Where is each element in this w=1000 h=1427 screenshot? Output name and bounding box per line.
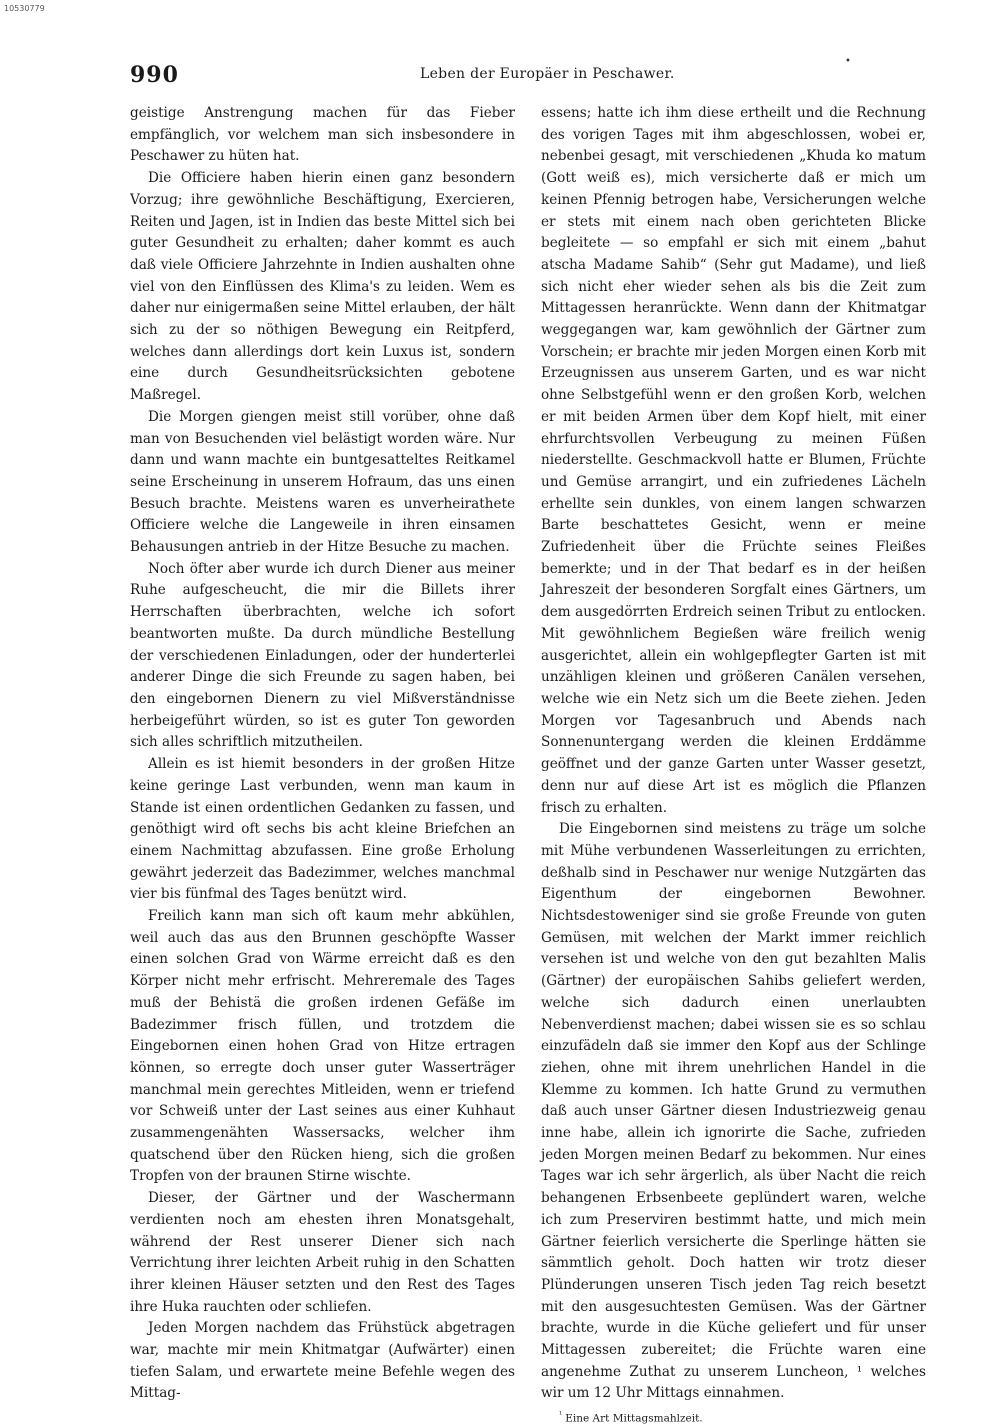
paragraph: geistige Anstrengung machen für das Fieber empfänglich, vor welchem man sich insbesondere in Peschawer zu hüten hat. <box>130 105 515 165</box>
scan-id: 10530779 <box>4 4 45 13</box>
footnote-text: Eine Art Mittagsmahlzeit. <box>565 1412 703 1425</box>
paragraph: Die Morgen giengen meist still vorüber, ohne daß man von Besuchenden viel belästigt worden wäre. Nur dann und wann machte ein buntgesatteltes Reitkamel seine Erscheinung in unserem Hofraum, das uns einen Besuch brachte. Meistens waren es unverheirathete Officiere welche die Langeweile in ihren einsamen Behausungen antrieb in der Hitze Besuche zu machen. <box>130 408 515 556</box>
left-column <box>130 103 515 1405</box>
paragraph: Noch öfter aber wurde ich durch Diener aus meiner Ruhe aufgescheucht, die mir die Billets ihrer Herrschaften überbrachten, welche ich sofort beantworten mußte. Da durch mündliche Bestellung der verschiedenen Einladungen, oder der hunderterlei anderer Dinge die sich Freunde zu sagen haben, bei den eingebornen Dienern zu viel Mißverständnisse herbeigeführt würden, so ist es guter Ton geworden sich alles schriftlich mitzutheilen. <box>130 560 515 751</box>
paragraph: Allein es ist hiemit besonders in der großen Hitze keine geringe Last verbunden, wenn man kaum in Stande ist einen ordentlichen Gedanken zu fassen, und genöthigt wird oft sechs bis acht kleine Briefchen an einem Nachmittag abzufassen. Eine große Erholung gewährt jederzeit das Badezimmer, welches manchmal vier bis fünfmal des Tages benützt wird. <box>130 756 515 903</box>
paragraph: Die Officiere haben hierin einen ganz besondern Vorzug; ihre gewöhnliche Beschäftigung, Exercieren, Reiten und Jagen, ist in Indien das beste Mittel sich bei guter Gesundheit zu erhalten; daher kommt es auch daß viele Officiere Jahrzehnte in Indien aushalten ohne viel von den Einflüssen des Klima's zu leiden. Wem es daher nur einigermaßen seine Mittel erlauben, der hält sich zu der so nöthigen Bewegung ein Reitpferd, welches dann allerdings dort kein Luxus ist, sondern eine durch Gesundheitsrücksichten gebotene Maßregel. <box>130 170 515 404</box>
footnote-mark: ¹ <box>559 1410 563 1420</box>
paragraph: Freilich kann man sich oft kaum mehr abkühlen, weil auch das aus den Brunnen geschöpfte Wasser einen solchen Grad von Wärme erreicht daß es den Körper nicht mehr erfrischt. Mehreremale des Tages muß der Behistä die großen irdenen Gefäße im Badezimmer frisch füllen, und trotzdem die Eingebornen einen hohen Grad von Hitze ertragen können, so erregte doch unser guter Wasserträger manchmal mein gerechtes Mitleiden, wenn er triefend vor Schweiß unter der Last seines aus einer Kuhhaut zusammengenähten Wassersacks, welcher ihm quatschend über den Rücken hieng, sich die großen Tropfen von der braunen Stirne wischte. <box>130 908 515 1185</box>
footnote <box>541 1407 926 1427</box>
running-head: Leben der Europäer in Peschawer. <box>420 66 675 82</box>
page-number: 990 <box>130 62 179 88</box>
right-column <box>541 103 926 1427</box>
paragraph: Die Eingebornen sind meistens zu träge um solche mit Mühe verbundenen Wasserleitungen zu errichten, deßhalb sind in Peschawer nur wenige Nutzgärten das Eigenthum der eingebornen Bewohner. Nichtsdestoweniger sind sie große Freunde von guten Gemüsen, mit welchen der Markt immer reichlich versehen ist und welche von den gut bezahlten Malis (Gärtner) der europäischen Sahibs geliefert werden, welche sich dadurch einen unerlaubten Nebenverdienst machen; dabei wissen sie es so schlau einzufädeln daß sie immer den Kopf aus der Schlinge ziehen, ohne mit ihrem unehrlichen Handel in die Klemme zu kommen. Ich hatte Grund zu vermuthen daß auch unser Gärtner diesen Industriezweig genau inne habe, allein ich ignorirte die Sache, zufrieden jeden Morgen meinen Bedarf zu bekommen. Nur eines Tages war ich sehr ärgerlich, als über Nacht die reich behangenen Erbsenbeete geplündert waren, welche ich zum Preserviren bestimmt hatte, und mich mein Gärtner feierlich versicherte die Sperlinge hätten sie sämmtlich geholt. Doch hatten wir trotz dieser Plünderungen unseren Tisch jeden Tag reich besetzt mit den ausgesuchtesten Gemüsen. Was der Gärtner brachte, wurde in die Küche geliefert und für unser Mittagessen zubereitet; die Früchte waren eine angenehme Zuthat zu unserem Luncheon, ¹ welches wir um 12 Uhr Mittags einnahmen. <box>541 821 926 1402</box>
ink-speck: • <box>845 56 851 67</box>
paragraph: Dieser, der Gärtner und der Waschermann verdienten noch am ehesten ihren Monatsgehalt, während der Rest unserer Diener sich nach Verrichtung ihrer leichten Arbeit ruhig in den Schatten ihrer kleinen Häuser setzten und den Rest des Tages ihre Huka rauchten oder schliefen. <box>130 1190 515 1315</box>
paragraph: Jeden Morgen nachdem das Frühstück abgetragen war, machte mir mein Khitmatgar (Aufwärter) einen tiefen Salam, und erwartete meine Befehle wegen des Mittag- <box>130 1320 515 1402</box>
paragraph: essens; hatte ich ihm diese ertheilt und die Rechnung des vorigen Tages mit ihm abgeschlossen, wobei er, nebenbei gesagt, mit verschiedenen „Khuda ko matum (Gott weiß es), mich versicherte daß er mich um keinen Pfennig betrogen habe, Versicherungen welche er stets mit einem nach oben gerichteten Blicke begleitete — so empfahl er sich mit einem „bahut atscha Madame Sahib“ (Sehr gut Madame), und ließ sich nicht eher wieder sehen als bis die Zeit zum Mittagessen heranrückte. Wenn dann der Khitmatgar weggegangen war, kam gewöhnlich der Gärtner zum Vorschein; er brachte mir jeden Morgen einen Korb mit Erzeugnissen aus unserem Garten, und es war nicht ohne Selbstgefühl wenn er den großen Korb, welchen er mit beiden Armen über dem Kopf hielt, mit einer ehrfurchtsvollen Verbeugung zu meinen Füßen niederstellte. Geschmackvoll hatte er Blumen, Früchte und Gemüse arrangirt, und ein zufriedenes Lächeln erhellte sein dunkles, von einem langen schwarzen Barte beschattetes Gesicht, wenn er meine Zufriedenheit über die Früchte seines Fleißes bemerkte; und in der That bedarf es in der heißen Jahreszeit der besonderen Sorgfalt eines Gärtners, um dem ausgedörrten Erdreich seinen Tribut zu entlocken. Mit gewöhnlichem Begießen wäre freilich wenig ausgerichtet, allein ein wohlgepflegter Garten ist mit unzähligen kleinen und größeren Canälen versehen, welche wie ein Netz sich um die Beete ziehen. Jeden Morgen vor Tagesanbruch und Abends nach Sonnenuntergang werden die kleinen Erddämme geöffnet und der ganze Garten unter Wasser gesetzt, denn nur auf diese Art ist es möglich die Pflanzen frisch zu erhalten. <box>541 105 926 816</box>
